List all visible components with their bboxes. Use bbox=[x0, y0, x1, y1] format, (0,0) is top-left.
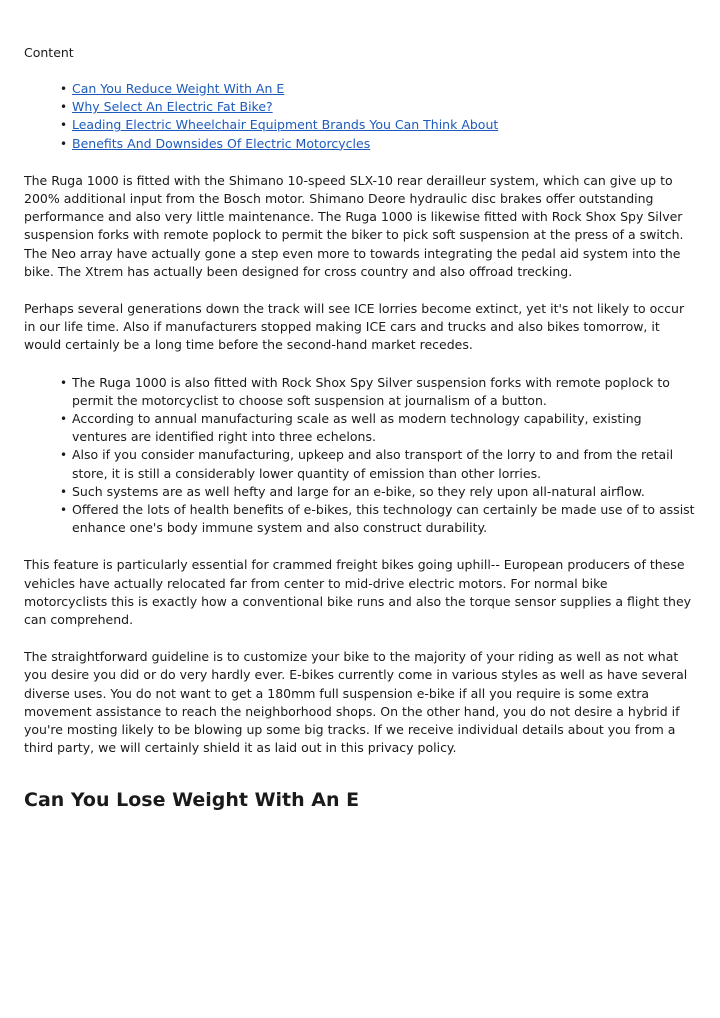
table-of-contents bbox=[24, 80, 696, 153]
toc-link-reduce-weight[interactable]: Can You Reduce Weight With An E bbox=[72, 81, 285, 96]
toc-item bbox=[72, 98, 696, 116]
paragraph-freight-bikes: This feature is particularly essential for crammed freight bikes going uphill-- European producers of these vehicles have actually relocated far from center to mid-drive electric motors. For normal bike motorcyclists this is exactly how a conventional bike runs and also the torque sensor supplies a flight they can comprehend. bbox=[24, 557, 692, 628]
toc-link-electric-fat-bike[interactable]: Why Select An Electric Fat Bike? bbox=[72, 99, 273, 115]
list-item: • The Ruga 1000 is also fitted with Rock Shox Spy Silver suspension forks with remote poplock to permit the motorcyclist to choose soft suspension at journalism of a button. bbox=[72, 374, 696, 410]
list-item: • Such systems are as well hefty and large for an e-bike, so they rely upon all-natural airflow. bbox=[72, 483, 696, 501]
bullet-list bbox=[24, 374, 696, 538]
paragraph-ice-lorries: Perhaps several generations down the track will see ICE lorries become extinct, yet it's not likely to occur in our life time. Also if manufacturers stopped making ICE cars and trucks and also bikes tomorrow, it would certainly be a long time before the second-hand market recedes. bbox=[24, 301, 685, 353]
toc-link-benefits-downsides[interactable]: Benefits And Downsides Of Electric Motorcycles bbox=[72, 135, 371, 151]
toc-label: Content bbox=[24, 45, 74, 60]
list-item: • Also if you consider manufacturing, upkeep and also transport of the lorry to and from the retail store, it is still a considerably lower quantity of emission than other lorries. bbox=[72, 446, 696, 482]
paragraph-guideline: The straightforward guideline is to customize your bike to the majority of your riding as well as not what you desire you did or do very hardly ever. E-bikes currently come in various styles as well as have several diverse uses. You do not want to get a 180mm full suspension e-bike if all you require is some extra movement assistance to reach the neighborhood shops. On the other hand, you do not desire a hybrid if you're mosting likely to be blowing up some big tracks. If we receive individual details about you from a third party, we will certainly shield it as laid out in this privacy policy. bbox=[24, 649, 688, 756]
toc-item bbox=[72, 116, 696, 134]
toc-item bbox=[72, 135, 696, 153]
toc-link-wheelchair-brands[interactable]: Leading Electric Wheelchair Equipment Brands You Can Think About bbox=[72, 117, 499, 133]
list-item: • Offered the lots of health benefits of e-bikes, this technology can certainly be made use of to assist enhance one's body immune system and also construct durability. bbox=[72, 501, 696, 537]
toc-item bbox=[72, 80, 696, 98]
section-heading: Can You Lose Weight With An E bbox=[24, 788, 360, 811]
paragraph-ruga-1000: The Ruga 1000 is fitted with the Shimano 10-speed SLX-10 rear derailleur system, which can give up to 200% additional input from the Bosch motor. Shimano Deore hydraulic disc brakes offer outstanding performance and also very little maintenance. The Ruga 1000 is likewise fitted with Rock Shox Spy Silver suspension forks with remote poplock to permit the biker to pick soft suspension at the press of a switch. The Neo array have actually gone a step even more to towards integrating the pedal aid system into the bike. The Xtrem has actually been designed for cross country and also offroad trecking. bbox=[24, 172, 684, 279]
list-item: • According to annual manufacturing scale as well as modern technology capability, existing ventures are identified right into three echelons. bbox=[72, 410, 696, 446]
